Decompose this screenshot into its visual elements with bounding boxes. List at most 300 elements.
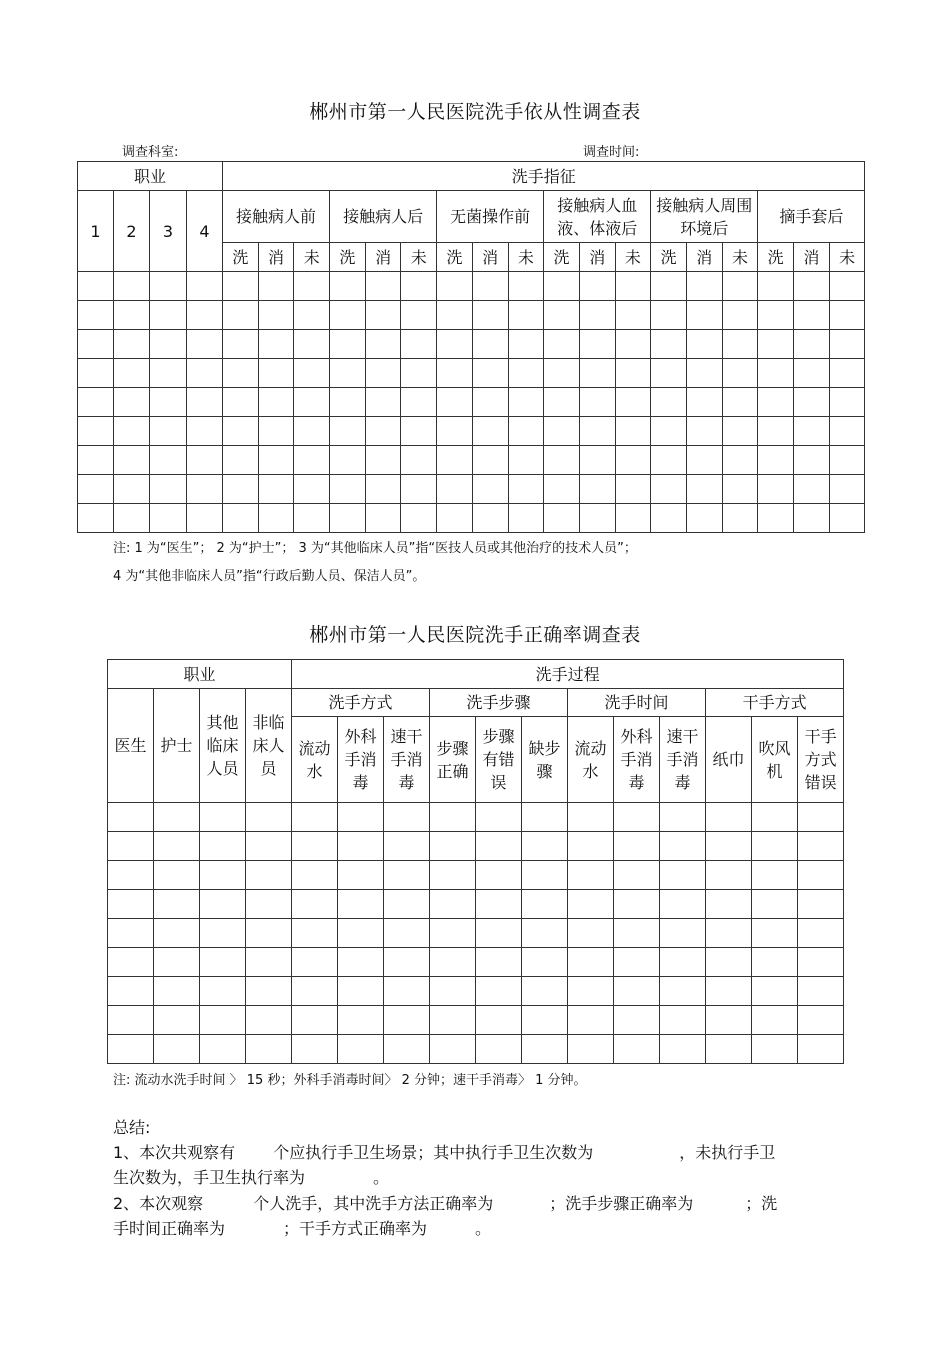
entry-cell[interactable]: [752, 1035, 798, 1064]
entry-cell[interactable]: [660, 890, 706, 919]
entry-cell[interactable]: [338, 832, 384, 861]
entry-cell[interactable]: [330, 359, 366, 388]
entry-cell[interactable]: [365, 475, 401, 504]
entry-cell[interactable]: [522, 861, 568, 890]
entry-cell[interactable]: [150, 475, 187, 504]
entry-cell[interactable]: [706, 977, 752, 1006]
entry-cell[interactable]: [401, 417, 437, 446]
entry-cell[interactable]: [508, 417, 544, 446]
entry-cell[interactable]: [187, 417, 223, 446]
entry-cell[interactable]: [752, 890, 798, 919]
entry-cell[interactable]: [200, 1006, 246, 1035]
entry-cell[interactable]: [437, 446, 473, 475]
entry-cell[interactable]: [508, 330, 544, 359]
entry-cell[interactable]: [508, 475, 544, 504]
entry-cell[interactable]: [476, 919, 522, 948]
entry-cell[interactable]: [829, 417, 865, 446]
entry-cell[interactable]: [294, 446, 330, 475]
entry-cell[interactable]: [508, 388, 544, 417]
entry-cell[interactable]: [686, 301, 722, 330]
entry-cell[interactable]: [200, 919, 246, 948]
entry-cell[interactable]: [615, 417, 651, 446]
entry-cell[interactable]: [508, 272, 544, 301]
entry-cell[interactable]: [108, 919, 154, 948]
entry-cell[interactable]: [660, 803, 706, 832]
entry-cell[interactable]: [686, 417, 722, 446]
entry-cell[interactable]: [258, 504, 294, 533]
entry-cell[interactable]: [150, 504, 187, 533]
entry-cell[interactable]: [78, 475, 114, 504]
entry-cell[interactable]: [706, 1006, 752, 1035]
entry-cell[interactable]: [246, 919, 292, 948]
entry-cell[interactable]: [150, 301, 187, 330]
entry-cell[interactable]: [187, 446, 223, 475]
entry-cell[interactable]: [752, 832, 798, 861]
entry-cell[interactable]: [365, 417, 401, 446]
entry-cell[interactable]: [508, 504, 544, 533]
entry-cell[interactable]: [615, 359, 651, 388]
entry-cell[interactable]: [114, 359, 150, 388]
entry-cell[interactable]: [187, 330, 223, 359]
entry-cell[interactable]: [430, 1006, 476, 1035]
entry-cell[interactable]: [187, 359, 223, 388]
entry-cell[interactable]: [294, 301, 330, 330]
entry-cell[interactable]: [437, 388, 473, 417]
entry-cell[interactable]: [430, 861, 476, 890]
entry-cell[interactable]: [614, 890, 660, 919]
entry-cell[interactable]: [544, 388, 580, 417]
entry-cell[interactable]: [384, 832, 430, 861]
entry-cell[interactable]: [78, 417, 114, 446]
entry-cell[interactable]: [114, 417, 150, 446]
entry-cell[interactable]: [614, 948, 660, 977]
entry-cell[interactable]: [794, 446, 830, 475]
entry-cell[interactable]: [114, 330, 150, 359]
entry-cell[interactable]: [472, 388, 508, 417]
entry-cell[interactable]: [187, 504, 223, 533]
entry-cell[interactable]: [706, 1035, 752, 1064]
entry-cell[interactable]: [579, 359, 615, 388]
entry-cell[interactable]: [338, 977, 384, 1006]
entry-cell[interactable]: [522, 919, 568, 948]
entry-cell[interactable]: [78, 388, 114, 417]
entry-cell[interactable]: [338, 1035, 384, 1064]
entry-cell[interactable]: [330, 475, 366, 504]
entry-cell[interactable]: [437, 301, 473, 330]
entry-cell[interactable]: [544, 446, 580, 475]
entry-cell[interactable]: [615, 301, 651, 330]
entry-cell[interactable]: [294, 504, 330, 533]
entry-cell[interactable]: [108, 803, 154, 832]
entry-cell[interactable]: [258, 330, 294, 359]
entry-cell[interactable]: [187, 475, 223, 504]
entry-cell[interactable]: [108, 1035, 154, 1064]
entry-cell[interactable]: [223, 446, 259, 475]
entry-cell[interactable]: [200, 803, 246, 832]
entry-cell[interactable]: [651, 504, 687, 533]
entry-cell[interactable]: [108, 977, 154, 1006]
entry-cell[interactable]: [258, 446, 294, 475]
entry-cell[interactable]: [722, 388, 758, 417]
entry-cell[interactable]: [829, 301, 865, 330]
entry-cell[interactable]: [752, 1006, 798, 1035]
entry-cell[interactable]: [223, 475, 259, 504]
entry-cell[interactable]: [615, 330, 651, 359]
entry-cell[interactable]: [187, 388, 223, 417]
entry-cell[interactable]: [722, 475, 758, 504]
entry-cell[interactable]: [154, 919, 200, 948]
entry-cell[interactable]: [794, 388, 830, 417]
entry-cell[interactable]: [798, 1006, 844, 1035]
entry-cell[interactable]: [258, 359, 294, 388]
entry-cell[interactable]: [544, 359, 580, 388]
entry-cell[interactable]: [294, 330, 330, 359]
entry-cell[interactable]: [758, 475, 794, 504]
entry-cell[interactable]: [798, 948, 844, 977]
entry-cell[interactable]: [472, 475, 508, 504]
entry-cell[interactable]: [651, 417, 687, 446]
entry-cell[interactable]: [154, 832, 200, 861]
entry-cell[interactable]: [794, 359, 830, 388]
entry-cell[interactable]: [430, 948, 476, 977]
entry-cell[interactable]: [108, 890, 154, 919]
entry-cell[interactable]: [384, 977, 430, 1006]
entry-cell[interactable]: [614, 1006, 660, 1035]
entry-cell[interactable]: [330, 417, 366, 446]
entry-cell[interactable]: [615, 272, 651, 301]
entry-cell[interactable]: [579, 446, 615, 475]
entry-cell[interactable]: [660, 832, 706, 861]
entry-cell[interactable]: [686, 446, 722, 475]
entry-cell[interactable]: [829, 330, 865, 359]
entry-cell[interactable]: [651, 475, 687, 504]
entry-cell[interactable]: [829, 475, 865, 504]
entry-cell[interactable]: [292, 861, 338, 890]
entry-cell[interactable]: [568, 919, 614, 948]
entry-cell[interactable]: [78, 330, 114, 359]
entry-cell[interactable]: [615, 446, 651, 475]
entry-cell[interactable]: [401, 359, 437, 388]
entry-cell[interactable]: [568, 1006, 614, 1035]
entry-cell[interactable]: [544, 475, 580, 504]
entry-cell[interactable]: [686, 330, 722, 359]
entry-cell[interactable]: [794, 475, 830, 504]
entry-cell[interactable]: [114, 388, 150, 417]
entry-cell[interactable]: [722, 359, 758, 388]
entry-cell[interactable]: [651, 330, 687, 359]
entry-cell[interactable]: [437, 359, 473, 388]
entry-cell[interactable]: [829, 504, 865, 533]
entry-cell[interactable]: [384, 1006, 430, 1035]
entry-cell[interactable]: [615, 504, 651, 533]
entry-cell[interactable]: [430, 832, 476, 861]
entry-cell[interactable]: [829, 446, 865, 475]
entry-cell[interactable]: [651, 446, 687, 475]
entry-cell[interactable]: [258, 475, 294, 504]
entry-cell[interactable]: [150, 359, 187, 388]
entry-cell[interactable]: [365, 388, 401, 417]
entry-cell[interactable]: [338, 1006, 384, 1035]
entry-cell[interactable]: [614, 1035, 660, 1064]
entry-cell[interactable]: [758, 301, 794, 330]
entry-cell[interactable]: [752, 861, 798, 890]
entry-cell[interactable]: [154, 1006, 200, 1035]
entry-cell[interactable]: [758, 330, 794, 359]
entry-cell[interactable]: [579, 272, 615, 301]
entry-cell[interactable]: [246, 1035, 292, 1064]
entry-cell[interactable]: [200, 977, 246, 1006]
entry-cell[interactable]: [384, 890, 430, 919]
entry-cell[interactable]: [154, 977, 200, 1006]
entry-cell[interactable]: [758, 417, 794, 446]
entry-cell[interactable]: [472, 330, 508, 359]
entry-cell[interactable]: [223, 330, 259, 359]
entry-cell[interactable]: [568, 832, 614, 861]
entry-cell[interactable]: [476, 977, 522, 1006]
entry-cell[interactable]: [330, 504, 366, 533]
entry-cell[interactable]: [472, 359, 508, 388]
entry-cell[interactable]: [798, 1035, 844, 1064]
entry-cell[interactable]: [579, 417, 615, 446]
entry-cell[interactable]: [651, 272, 687, 301]
entry-cell[interactable]: [78, 446, 114, 475]
entry-cell[interactable]: [437, 417, 473, 446]
entry-cell[interactable]: [706, 919, 752, 948]
entry-cell[interactable]: [722, 272, 758, 301]
entry-cell[interactable]: [292, 803, 338, 832]
entry-cell[interactable]: [114, 446, 150, 475]
entry-cell[interactable]: [722, 417, 758, 446]
entry-cell[interactable]: [651, 359, 687, 388]
entry-cell[interactable]: [401, 388, 437, 417]
entry-cell[interactable]: [614, 977, 660, 1006]
entry-cell[interactable]: [614, 803, 660, 832]
entry-cell[interactable]: [258, 388, 294, 417]
entry-cell[interactable]: [78, 504, 114, 533]
entry-cell[interactable]: [758, 272, 794, 301]
entry-cell[interactable]: [544, 504, 580, 533]
entry-cell[interactable]: [476, 1035, 522, 1064]
entry-cell[interactable]: [544, 272, 580, 301]
entry-cell[interactable]: [722, 301, 758, 330]
entry-cell[interactable]: [686, 359, 722, 388]
entry-cell[interactable]: [798, 890, 844, 919]
entry-cell[interactable]: [338, 861, 384, 890]
entry-cell[interactable]: [330, 446, 366, 475]
entry-cell[interactable]: [384, 919, 430, 948]
entry-cell[interactable]: [544, 301, 580, 330]
entry-cell[interactable]: [752, 919, 798, 948]
entry-cell[interactable]: [706, 861, 752, 890]
entry-cell[interactable]: [522, 948, 568, 977]
entry-cell[interactable]: [758, 504, 794, 533]
entry-cell[interactable]: [579, 475, 615, 504]
entry-cell[interactable]: [154, 948, 200, 977]
entry-cell[interactable]: [401, 301, 437, 330]
entry-cell[interactable]: [258, 417, 294, 446]
entry-cell[interactable]: [686, 475, 722, 504]
entry-cell[interactable]: [651, 301, 687, 330]
entry-cell[interactable]: [544, 417, 580, 446]
entry-cell[interactable]: [472, 504, 508, 533]
entry-cell[interactable]: [223, 272, 259, 301]
entry-cell[interactable]: [108, 861, 154, 890]
entry-cell[interactable]: [78, 301, 114, 330]
entry-cell[interactable]: [200, 890, 246, 919]
entry-cell[interactable]: [401, 504, 437, 533]
entry-cell[interactable]: [223, 388, 259, 417]
entry-cell[interactable]: [338, 890, 384, 919]
entry-cell[interactable]: [660, 1035, 706, 1064]
entry-cell[interactable]: [579, 301, 615, 330]
entry-cell[interactable]: [294, 417, 330, 446]
entry-cell[interactable]: [114, 504, 150, 533]
entry-cell[interactable]: [614, 919, 660, 948]
entry-cell[interactable]: [246, 977, 292, 1006]
entry-cell[interactable]: [522, 977, 568, 1006]
entry-cell[interactable]: [401, 272, 437, 301]
entry-cell[interactable]: [338, 948, 384, 977]
entry-cell[interactable]: [365, 504, 401, 533]
entry-cell[interactable]: [794, 417, 830, 446]
entry-cell[interactable]: [758, 446, 794, 475]
entry-cell[interactable]: [330, 388, 366, 417]
entry-cell[interactable]: [758, 388, 794, 417]
entry-cell[interactable]: [292, 890, 338, 919]
entry-cell[interactable]: [752, 948, 798, 977]
entry-cell[interactable]: [794, 301, 830, 330]
entry-cell[interactable]: [200, 861, 246, 890]
entry-cell[interactable]: [522, 1006, 568, 1035]
entry-cell[interactable]: [722, 504, 758, 533]
entry-cell[interactable]: [365, 272, 401, 301]
entry-cell[interactable]: [246, 890, 292, 919]
entry-cell[interactable]: [330, 301, 366, 330]
entry-cell[interactable]: [798, 832, 844, 861]
entry-cell[interactable]: [476, 890, 522, 919]
entry-cell[interactable]: [544, 330, 580, 359]
entry-cell[interactable]: [430, 919, 476, 948]
entry-cell[interactable]: [472, 301, 508, 330]
entry-cell[interactable]: [114, 301, 150, 330]
entry-cell[interactable]: [294, 388, 330, 417]
entry-cell[interactable]: [686, 388, 722, 417]
entry-cell[interactable]: [522, 803, 568, 832]
entry-cell[interactable]: [794, 272, 830, 301]
entry-cell[interactable]: [437, 272, 473, 301]
entry-cell[interactable]: [150, 417, 187, 446]
entry-cell[interactable]: [384, 1035, 430, 1064]
entry-cell[interactable]: [150, 330, 187, 359]
entry-cell[interactable]: [476, 948, 522, 977]
entry-cell[interactable]: [78, 272, 114, 301]
entry-cell[interactable]: [258, 272, 294, 301]
entry-cell[interactable]: [568, 948, 614, 977]
entry-cell[interactable]: [294, 359, 330, 388]
entry-cell[interactable]: [752, 977, 798, 1006]
entry-cell[interactable]: [798, 861, 844, 890]
entry-cell[interactable]: [508, 359, 544, 388]
entry-cell[interactable]: [476, 803, 522, 832]
entry-cell[interactable]: [568, 1035, 614, 1064]
entry-cell[interactable]: [401, 330, 437, 359]
entry-cell[interactable]: [722, 330, 758, 359]
entry-cell[interactable]: [114, 475, 150, 504]
entry-cell[interactable]: [437, 330, 473, 359]
entry-cell[interactable]: [223, 417, 259, 446]
entry-cell[interactable]: [758, 359, 794, 388]
entry-cell[interactable]: [476, 861, 522, 890]
entry-cell[interactable]: [615, 388, 651, 417]
entry-cell[interactable]: [223, 504, 259, 533]
entry-cell[interactable]: [154, 1035, 200, 1064]
entry-cell[interactable]: [108, 948, 154, 977]
entry-cell[interactable]: [660, 861, 706, 890]
entry-cell[interactable]: [568, 890, 614, 919]
entry-cell[interactable]: [258, 301, 294, 330]
entry-cell[interactable]: [154, 861, 200, 890]
entry-cell[interactable]: [722, 446, 758, 475]
entry-cell[interactable]: [522, 832, 568, 861]
entry-cell[interactable]: [430, 977, 476, 1006]
entry-cell[interactable]: [108, 832, 154, 861]
entry-cell[interactable]: [246, 861, 292, 890]
entry-cell[interactable]: [568, 803, 614, 832]
entry-cell[interactable]: [365, 301, 401, 330]
entry-cell[interactable]: [829, 388, 865, 417]
entry-cell[interactable]: [794, 330, 830, 359]
entry-cell[interactable]: [223, 359, 259, 388]
entry-cell[interactable]: [187, 301, 223, 330]
entry-cell[interactable]: [660, 977, 706, 1006]
entry-cell[interactable]: [365, 359, 401, 388]
entry-cell[interactable]: [78, 359, 114, 388]
entry-cell[interactable]: [154, 803, 200, 832]
entry-cell[interactable]: [330, 272, 366, 301]
entry-cell[interactable]: [246, 803, 292, 832]
entry-cell[interactable]: [292, 919, 338, 948]
entry-cell[interactable]: [660, 948, 706, 977]
entry-cell[interactable]: [430, 803, 476, 832]
entry-cell[interactable]: [794, 504, 830, 533]
entry-cell[interactable]: [292, 948, 338, 977]
entry-cell[interactable]: [829, 359, 865, 388]
entry-cell[interactable]: [660, 919, 706, 948]
entry-cell[interactable]: [476, 832, 522, 861]
entry-cell[interactable]: [472, 272, 508, 301]
entry-cell[interactable]: [365, 446, 401, 475]
entry-cell[interactable]: [384, 803, 430, 832]
entry-cell[interactable]: [294, 272, 330, 301]
entry-cell[interactable]: [338, 803, 384, 832]
entry-cell[interactable]: [114, 272, 150, 301]
entry-cell[interactable]: [330, 330, 366, 359]
entry-cell[interactable]: [200, 1035, 246, 1064]
entry-cell[interactable]: [798, 803, 844, 832]
entry-cell[interactable]: [660, 1006, 706, 1035]
entry-cell[interactable]: [401, 475, 437, 504]
entry-cell[interactable]: [579, 388, 615, 417]
entry-cell[interactable]: [294, 475, 330, 504]
entry-cell[interactable]: [246, 832, 292, 861]
entry-cell[interactable]: [579, 504, 615, 533]
entry-cell[interactable]: [686, 504, 722, 533]
entry-cell[interactable]: [476, 1006, 522, 1035]
entry-cell[interactable]: [401, 446, 437, 475]
entry-cell[interactable]: [384, 861, 430, 890]
entry-cell[interactable]: [292, 977, 338, 1006]
entry-cell[interactable]: [472, 417, 508, 446]
